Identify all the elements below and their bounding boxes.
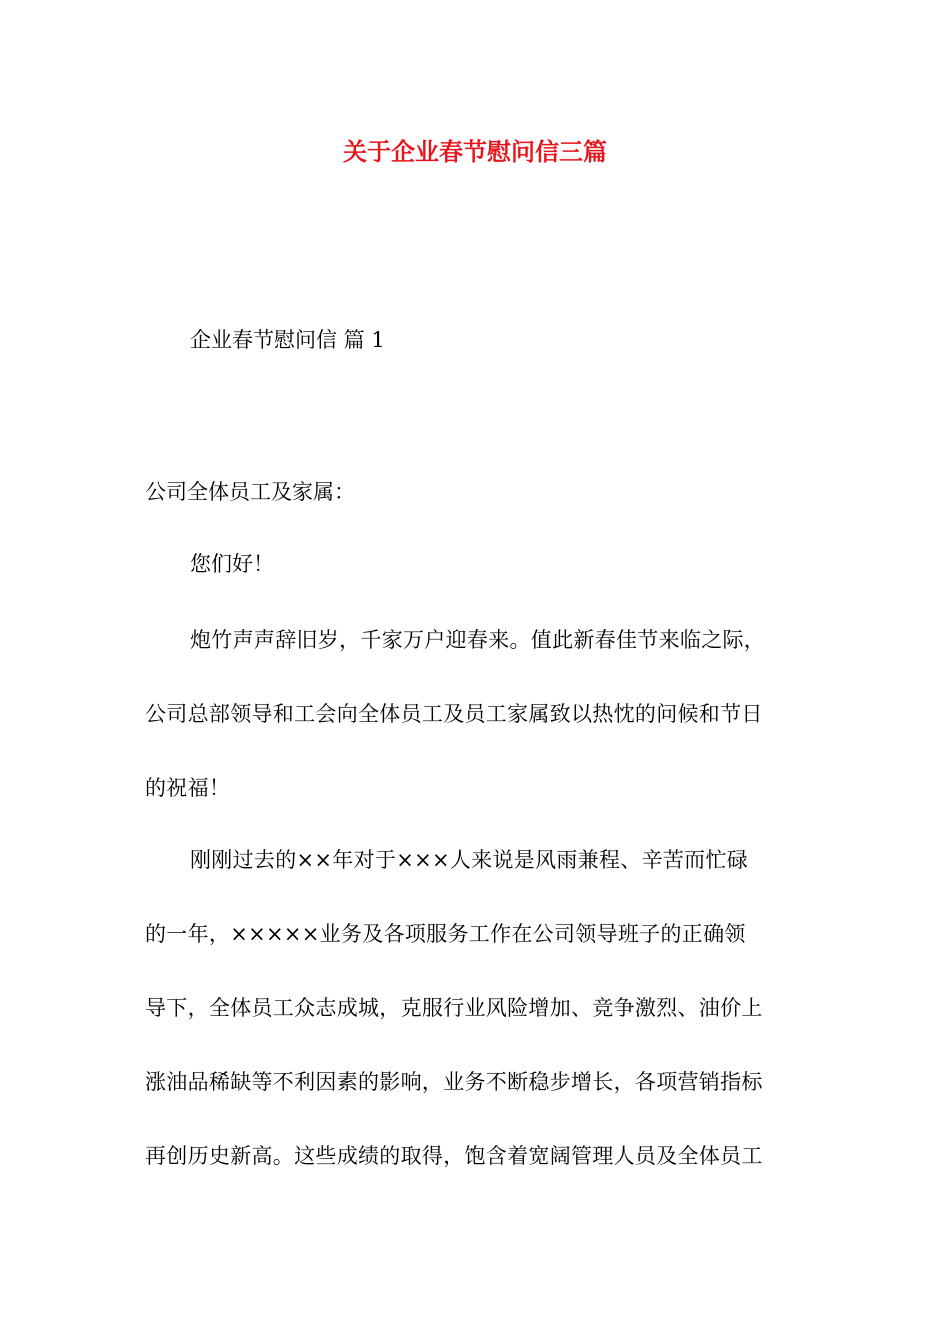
- paragraph-line: 涨油品稀缺等不利因素的影响，业务不断稳步增长，各项营销指标: [145, 1070, 763, 1094]
- paragraph-line: 公司总部领导和工会向全体员工及员工家属致以热忱的问候和节日: [145, 702, 763, 726]
- document-title: 关于企业春节慰问信三篇: [343, 137, 607, 166]
- paragraph-line: 再创历史新高。这些成绩的取得，饱含着宽阔管理人员及全体员工: [145, 1144, 763, 1168]
- paragraph-2: [145, 842, 807, 1212]
- salutation: 公司全体员工及家属：: [145, 480, 355, 504]
- section-heading: 企业春节慰问信 篇 1: [190, 328, 385, 352]
- paragraph-line: 刚刚过去的××年对于×××人来说是风雨兼程、辛苦而忙碌: [190, 848, 749, 872]
- paragraph-line: 的一年，×××××业务及各项服务工作在公司领导班子的正确领: [145, 922, 746, 946]
- paragraph-line: 的祝福！: [145, 776, 231, 800]
- paragraph-line: 导下，全体员工众志成城，克服行业风险增加、竞争激烈、油价上: [145, 996, 763, 1020]
- greeting: 您们好！: [190, 552, 274, 576]
- paragraph-1: [145, 622, 807, 844]
- paragraph-line: 炮竹声声辞旧岁，千家万户迎春来。值此新春佳节来临之际，: [190, 628, 766, 652]
